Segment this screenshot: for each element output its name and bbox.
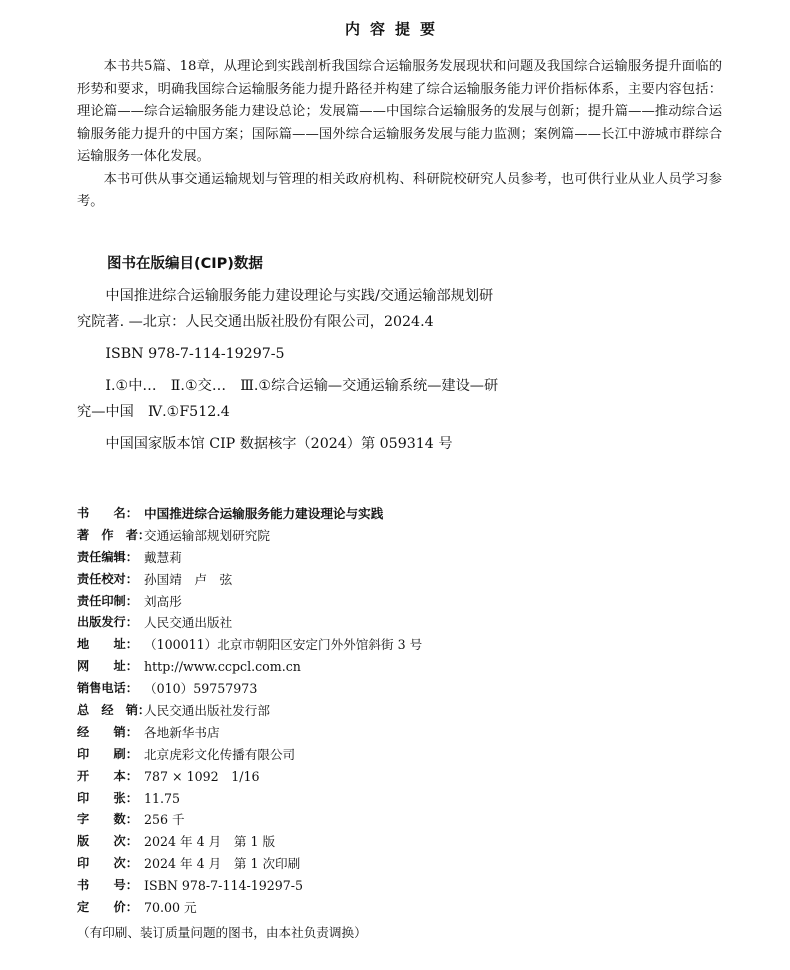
colophon-label: 出版发行： [77,615,138,630]
colophon-value: 70.00 元 [144,900,197,916]
colophon-row [77,897,717,919]
colophon-value: 256 千 [144,812,185,828]
colophon-value: ISBN 978-7-114-19297-5 [144,878,304,894]
colophon-value: 人民交通出版社 [144,615,233,631]
colophon-label: 经 销： [77,724,138,739]
content-summary [77,56,722,214]
colophon-label: 责任编辑： [77,549,138,564]
colophon-row [77,634,717,656]
colophon-label: 网 址： [77,659,138,674]
colophon-label: 销售电话： [77,681,138,696]
cip-classification: Ⅰ.①中… Ⅱ.①交… Ⅲ.①综合运输—交通运输系统—建设—研究—中国 Ⅳ.①F512.4 [77,378,499,420]
colophon-label: 责任校对： [77,571,138,586]
colophon-row [77,744,717,766]
colophon-value: 11.75 [144,790,181,806]
colophon-row [77,831,717,853]
colophon-value: （010）59757973 [144,681,258,697]
colophon-row [77,612,717,634]
colophon-row [77,809,717,831]
colophon-label: 定 价： [77,900,138,915]
colophon-value: 787 × 1092 1/16 [144,768,260,784]
quality-note: （有印刷、装订质量问题的图书，由本社负责调换） [77,925,367,940]
colophon-value: 孙国靖 卢 弦 [144,571,233,587]
colophon-label: 字 数： [77,812,138,827]
colophon-value: 北京虎彩文化传播有限公司 [144,746,296,762]
cip-data-block [77,283,507,457]
colophon-value: 2024 年 4 月 第 1 次印刷 [144,856,301,872]
colophon-row [77,569,717,591]
colophon-value: 交通运输部规划研究院 [144,527,270,543]
colophon-row [77,875,717,897]
colophon-row [77,656,717,678]
colophon-value: http://www.ccpcl.com.cn [144,659,301,675]
colophon-label: 书 号： [77,878,138,893]
colophon-label: 总 经 销： [77,703,151,718]
colophon-row [77,547,717,569]
cip-heading: 图书在版编目(CIP)数据 [107,256,263,272]
summary-paragraph-2: 本书可供从事交通运输规划与管理的相关政府机构、科研院校研究人员参考，也可供行业从业人员学习参考。 [77,171,722,209]
cip-record-number: 中国国家版本馆 CIP 数据核字（2024）第 059314 号 [105,436,453,452]
summary-paragraph-1: 本书共5篇、18章，从理论到实践剖析我国综合运输服务发展现状和问题及我国综合运输服务提升面临的形势和要求，明确我国综合运输服务能力提升路径并构建了综合运输服务能力评价指标体系，主要内容包括：理论篇——综合运输服务能力建设总论；发展篇——中国综合运输服务的发展与创新；提升篇——推动综合运输服务能力提升的中国方案；国际篇——国外综合运输服务发展与能力监测；案例篇——长江中游城市群综合运输服务一体化发展。 [77,59,722,164]
colophon-label: 印 次： [77,856,138,871]
colophon-value: 2024 年 4 月 第 1 版 [144,834,276,850]
colophon-label: 著 作 者： [77,527,151,542]
colophon-row [77,525,717,547]
cip-entry: 中国推进综合运输服务能力建设理论与实践/交通运输部规划研究院著. —北京：人民交通出版社股份有限公司，2024.4 [77,288,494,330]
colophon-value: 各地新华书店 [144,724,220,740]
cip-isbn: ISBN 978-7-114-19297-5 [105,346,285,362]
colophon-row [77,503,717,525]
colophon-row [77,788,717,810]
colophon-label: 责任印制： [77,593,138,608]
colophon-row [77,591,717,613]
colophon-value: 刘高彤 [144,593,182,609]
colophon-table [77,503,717,919]
colophon-value: 人民交通出版社发行部 [144,703,270,719]
colophon-value: 戴慧莉 [144,549,182,565]
colophon-value: 中国推进综合运输服务能力建设理论与实践 [144,506,384,521]
colophon-row [77,722,717,744]
colophon-row [77,853,717,875]
colophon-label: 印 张： [77,790,138,805]
colophon-label: 印 刷： [77,746,138,761]
page-title: 内容提要 [344,20,445,38]
colophon-row [77,700,717,722]
colophon-label: 地 址： [77,637,138,652]
colophon-row [77,678,717,700]
colophon-row [77,766,717,788]
colophon-label: 版 次： [77,834,138,849]
colophon-label: 书 名： [77,506,138,520]
colophon-label: 开 本： [77,768,138,783]
colophon-value: （100011）北京市朝阳区安定门外外馆斜街 3 号 [144,637,423,653]
